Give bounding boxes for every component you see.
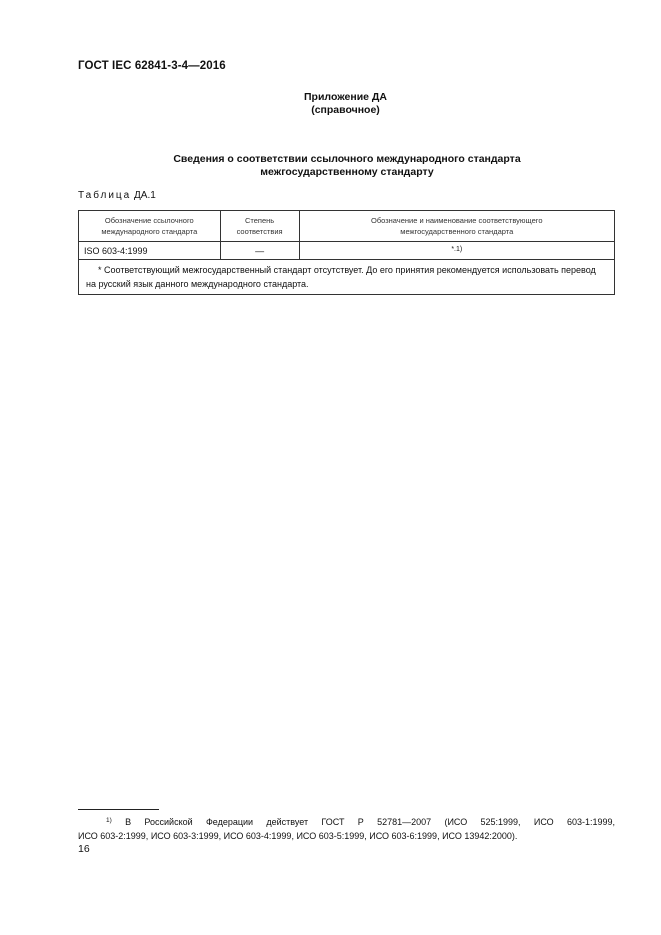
footnote: [78, 814, 615, 843]
footnote-line1: [78, 814, 615, 829]
header-national-standard: Обозначение и наименование соответствующего межгосударственного стандарта: [299, 211, 614, 242]
header-degree: Степень соответствия: [220, 211, 299, 242]
table-row: [79, 242, 615, 260]
page-number: 16: [78, 843, 90, 855]
section-title-line1: Сведения о соответствии ссылочного международного стандарта: [173, 153, 521, 165]
table-header-row: [79, 211, 615, 242]
section-heading: [0, 153, 661, 179]
table-caption: [78, 190, 156, 201]
cell-national-standard-value: *.1): [451, 245, 463, 253]
document-code: ГОСТ IEC 62841-3-4—2016: [78, 60, 226, 72]
section-title-line2: межгосударственному стандарту: [260, 166, 434, 178]
annex-heading: [0, 91, 661, 117]
table-note-row: [79, 260, 615, 295]
annex-subtitle: (справочное): [311, 104, 380, 116]
reference-table: [78, 210, 615, 295]
table-caption-number: ДА.1: [134, 190, 156, 201]
footnote-line2: ИСО 603-2:1999, ИСО 603-3:1999, ИСО 603-4:1999, ИСО 603-5:1999, ИСО 603-6:1999, ИСО 13942:2000).: [78, 831, 518, 841]
header-reference-standard: Обозначение ссылочного международного стандарта: [79, 211, 221, 242]
footnote-marker: 1): [106, 817, 112, 824]
cell-degree: —: [220, 242, 299, 260]
footnote-text-line1: В Российской Федерации действует ГОСТ Р 52781—2007 (ИСО 525:1999, ИСО 603-1:1999,: [125, 817, 615, 827]
cell-national-standard: [299, 242, 614, 260]
annex-title: Приложение ДА: [304, 91, 387, 103]
table-caption-word: Таблица: [78, 190, 132, 201]
table-note: * Соответствующий межгосударственный стандарт отсутствует. До его принятия рекомендуется использовать перевод на русский язык данного международного стандарта.: [79, 260, 615, 295]
cell-reference-standard: ISO 603-4:1999: [79, 242, 221, 260]
footnote-divider: [78, 809, 159, 810]
